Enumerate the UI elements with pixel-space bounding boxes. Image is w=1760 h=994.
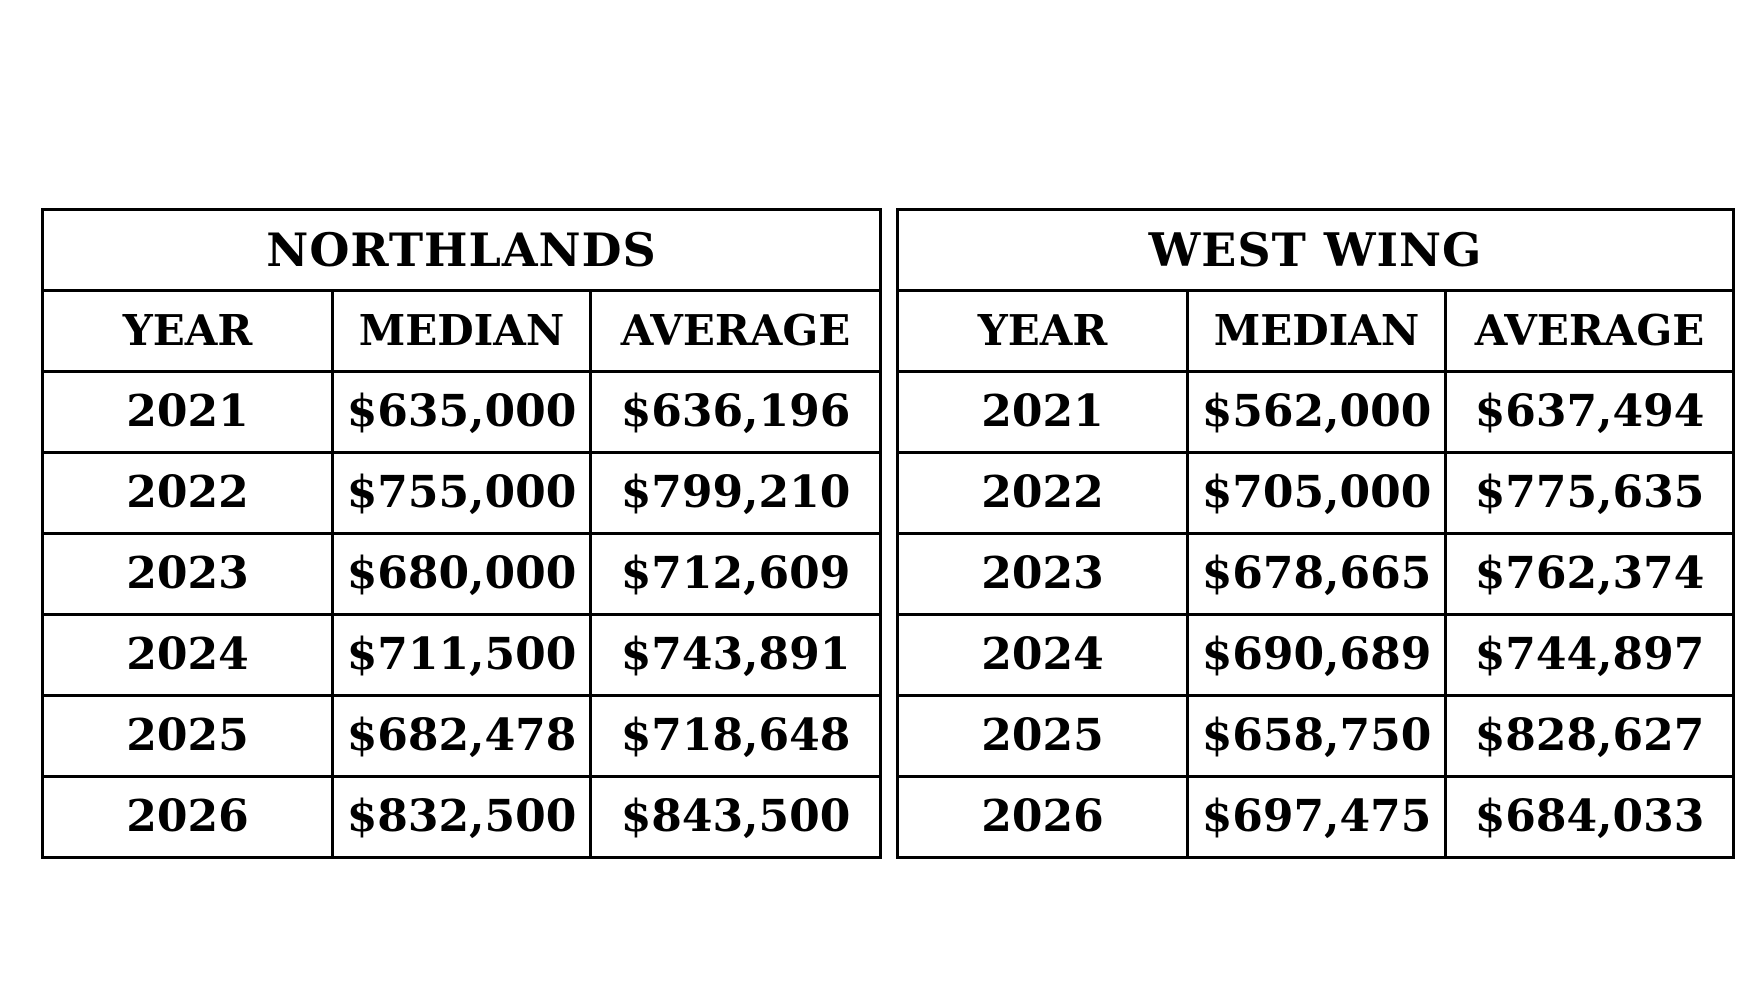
average-cell: $636,196: [591, 372, 881, 453]
west-wing-price-table: [896, 208, 1735, 859]
year-cell: 2023: [43, 534, 333, 615]
table-row: [43, 615, 881, 696]
northlands-price-table: [41, 208, 882, 859]
average-cell: $637,494: [1446, 372, 1734, 453]
median-cell: $690,689: [1188, 615, 1446, 696]
table-title-row: [43, 210, 881, 291]
header-row: [43, 291, 881, 372]
table-row: [898, 615, 1734, 696]
median-cell: $705,000: [1188, 453, 1446, 534]
header-row: [898, 291, 1734, 372]
table-row: [43, 372, 881, 453]
column-header-median: MEDIAN: [333, 291, 591, 372]
median-cell: $635,000: [333, 372, 591, 453]
table-row: [43, 534, 881, 615]
table-row: [898, 372, 1734, 453]
column-header-year: YEAR: [898, 291, 1188, 372]
table-row: [898, 777, 1734, 858]
average-cell: $684,033: [1446, 777, 1734, 858]
average-cell: $743,891: [591, 615, 881, 696]
year-cell: 2021: [43, 372, 333, 453]
column-header-year: YEAR: [43, 291, 333, 372]
table-row: [898, 453, 1734, 534]
median-cell: $562,000: [1188, 372, 1446, 453]
average-cell: $799,210: [591, 453, 881, 534]
average-cell: $843,500: [591, 777, 881, 858]
year-cell: 2025: [43, 696, 333, 777]
column-header-median: MEDIAN: [1188, 291, 1446, 372]
table-row: [43, 777, 881, 858]
year-cell: 2022: [43, 453, 333, 534]
year-cell: 2021: [898, 372, 1188, 453]
year-cell: 2023: [898, 534, 1188, 615]
average-cell: $744,897: [1446, 615, 1734, 696]
table-row: [43, 696, 881, 777]
column-header-average: AVERAGE: [591, 291, 881, 372]
median-cell: $682,478: [333, 696, 591, 777]
median-cell: $697,475: [1188, 777, 1446, 858]
median-cell: $832,500: [333, 777, 591, 858]
column-header-average: AVERAGE: [1446, 291, 1734, 372]
median-cell: $755,000: [333, 453, 591, 534]
table-title: NORTHLANDS: [43, 210, 881, 291]
year-cell: 2022: [898, 453, 1188, 534]
average-cell: $775,635: [1446, 453, 1734, 534]
year-cell: 2026: [898, 777, 1188, 858]
average-cell: $828,627: [1446, 696, 1734, 777]
table-row: [898, 534, 1734, 615]
table-title: WEST WING: [898, 210, 1734, 291]
year-cell: 2025: [898, 696, 1188, 777]
year-cell: 2024: [898, 615, 1188, 696]
table-row: [43, 453, 881, 534]
average-cell: $762,374: [1446, 534, 1734, 615]
average-cell: $718,648: [591, 696, 881, 777]
median-cell: $678,665: [1188, 534, 1446, 615]
table-row: [898, 696, 1734, 777]
table-title-row: [898, 210, 1734, 291]
year-cell: 2026: [43, 777, 333, 858]
year-cell: 2024: [43, 615, 333, 696]
average-cell: $712,609: [591, 534, 881, 615]
median-cell: $680,000: [333, 534, 591, 615]
median-cell: $711,500: [333, 615, 591, 696]
median-cell: $658,750: [1188, 696, 1446, 777]
